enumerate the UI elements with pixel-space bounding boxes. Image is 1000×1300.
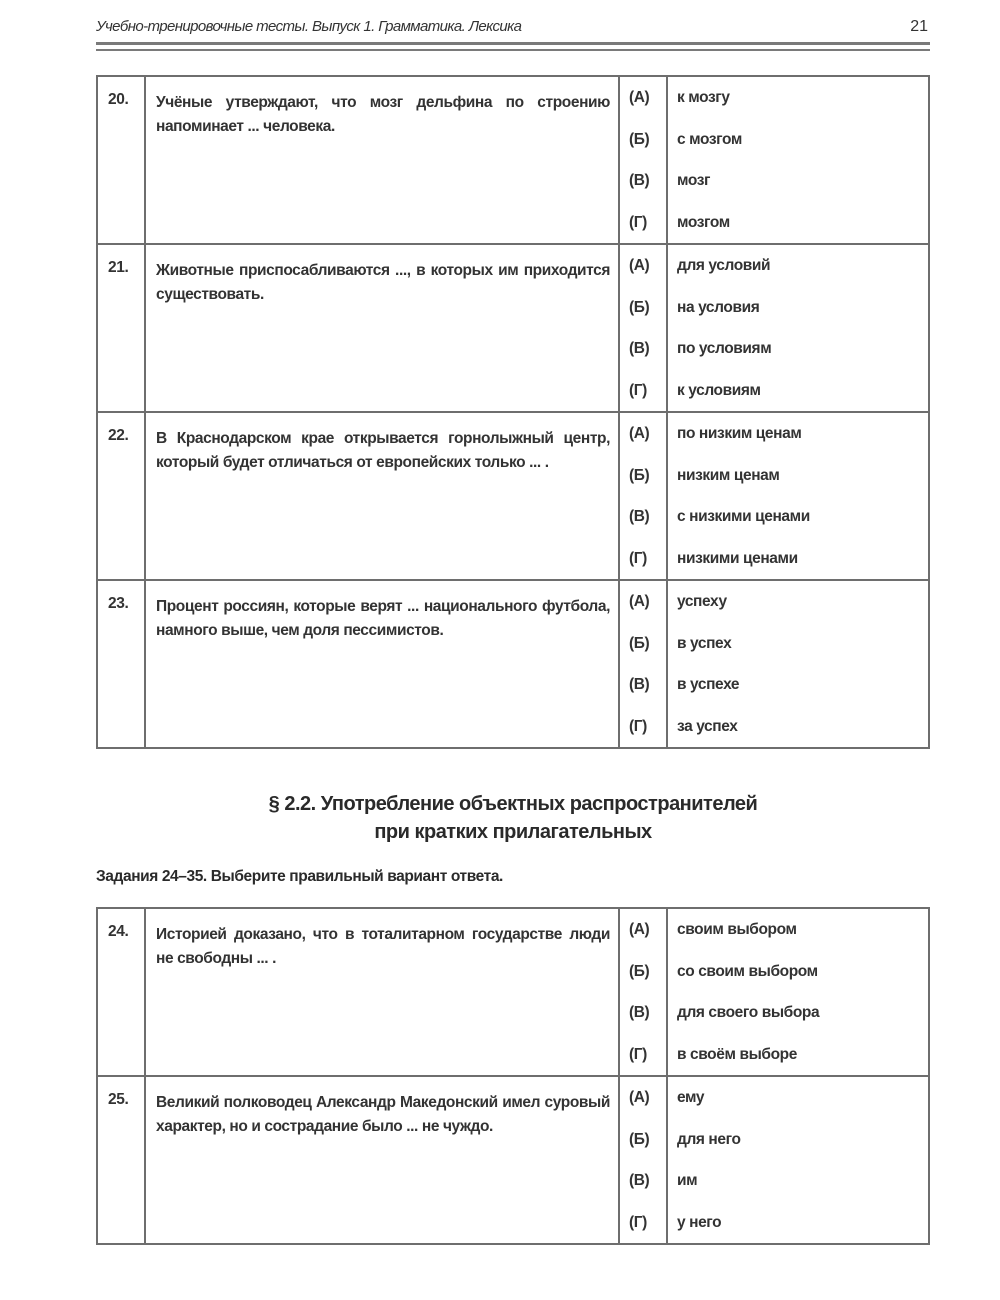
- option-letter-a: (А): [629, 1089, 650, 1106]
- section-title-line-2: при кратких прилагательных: [374, 821, 652, 843]
- question-text: Учёные утверждают, что мозг дельфина по строению напоминает ... человека.: [145, 76, 619, 244]
- question-text: Процент россиян, которые верят ... национального футбола, намного выше, чем доля пессимистов.: [145, 580, 619, 748]
- option-texts: [667, 412, 929, 580]
- option-letter-g: (Г): [629, 1213, 647, 1231]
- option-text-a: для условий: [677, 257, 771, 274]
- option-letter-b: (Б): [629, 130, 650, 148]
- option-letters: [619, 908, 667, 1076]
- option-letter-v: (В): [629, 676, 650, 693]
- question-text: Историей доказано, что в тоталитарном государстве люди не свободны ... .: [145, 908, 619, 1076]
- option-text-a: ему: [677, 1089, 705, 1106]
- option-text-a: своим выбором: [677, 921, 797, 938]
- option-letters: [619, 1076, 667, 1244]
- question-text: В Краснодарском крае открывается горнолыжный центр, который будет отличаться от европейских только ... .: [145, 412, 619, 580]
- option-letters: [619, 580, 667, 748]
- question-row-24: [97, 908, 929, 1076]
- question-number: 22.: [97, 412, 145, 580]
- option-texts: [667, 908, 929, 1076]
- question-row-23: [97, 580, 929, 748]
- section-title-line-1: § 2.2. Употребление объектных распространителей: [268, 793, 758, 815]
- option-text-b: для него: [677, 1130, 741, 1148]
- option-text-a: по низким ценам: [677, 425, 802, 442]
- question-number: 23.: [97, 580, 145, 748]
- option-text-v: по условиям: [677, 340, 772, 357]
- option-text-v: мозг: [677, 172, 711, 189]
- option-texts: [667, 244, 929, 412]
- question-row-20: [97, 76, 929, 244]
- question-row-25: [97, 1076, 929, 1244]
- option-letter-b: (Б): [629, 466, 650, 484]
- option-text-g: мозгом: [677, 213, 730, 231]
- option-text-v: в успехе: [677, 676, 740, 693]
- option-letter-b: (Б): [629, 298, 650, 316]
- task-instructions: Задания 24–35. Выберите правильный вариант ответа.: [96, 868, 503, 885]
- section-heading: [96, 790, 930, 846]
- option-letters: [619, 412, 667, 580]
- option-letter-g: (Г): [629, 549, 647, 567]
- option-letter-a: (А): [629, 921, 650, 938]
- question-text: Животные приспосабливаются ..., в которых им приходится существовать.: [145, 244, 619, 412]
- question-number: 20.: [97, 76, 145, 244]
- header-rule-top: [96, 42, 930, 45]
- option-letter-b: (Б): [629, 1130, 650, 1148]
- option-letter-a: (А): [629, 257, 650, 274]
- option-text-v: для своего выбора: [677, 1004, 820, 1021]
- question-number: 24.: [97, 908, 145, 1076]
- question-number: 21.: [97, 244, 145, 412]
- question-row-21: [97, 244, 929, 412]
- questions-table-1: [96, 75, 930, 749]
- option-text-b: низким ценам: [677, 466, 780, 484]
- option-letter-g: (Г): [629, 717, 647, 735]
- option-texts: [667, 1076, 929, 1244]
- option-letter-g: (Г): [629, 1045, 647, 1063]
- option-texts: [667, 76, 929, 244]
- option-text-b: на условия: [677, 298, 760, 316]
- option-letter-v: (В): [629, 1004, 650, 1021]
- header-title: Учебно-тренировочные тесты. Выпуск 1. Грамматика. Лексика: [96, 18, 522, 35]
- option-text-b: в успех: [677, 634, 732, 652]
- option-letters: [619, 76, 667, 244]
- question-text: Великий полководец Александр Македонский имел суровый характер, но и сострадание было ... не чуждо.: [145, 1076, 619, 1244]
- option-letter-g: (Г): [629, 213, 647, 231]
- option-letter-b: (Б): [629, 962, 650, 980]
- option-text-a: к мозгу: [677, 89, 730, 106]
- option-text-b: с мозгом: [677, 130, 742, 148]
- option-text-g: у него: [677, 1213, 722, 1231]
- option-text-g: за успех: [677, 717, 738, 735]
- option-text-g: к условиям: [677, 381, 761, 399]
- questions-table-2: [96, 907, 930, 1245]
- option-text-v: им: [677, 1172, 698, 1189]
- option-letter-b: (Б): [629, 634, 650, 652]
- option-letter-a: (А): [629, 425, 650, 442]
- option-letter-a: (А): [629, 89, 650, 106]
- option-letter-a: (А): [629, 593, 650, 610]
- option-letter-v: (В): [629, 340, 650, 357]
- question-row-22: [97, 412, 929, 580]
- option-text-g: низкими ценами: [677, 549, 798, 567]
- option-text-b: со своим выбором: [677, 962, 818, 980]
- option-letter-v: (В): [629, 172, 650, 189]
- header-rule-bottom: [96, 49, 930, 51]
- question-number: 25.: [97, 1076, 145, 1244]
- option-letter-v: (В): [629, 508, 650, 525]
- page-number: 21: [910, 18, 928, 35]
- option-text-v: с низкими ценами: [677, 508, 810, 525]
- option-letter-g: (Г): [629, 381, 647, 399]
- option-texts: [667, 580, 929, 748]
- option-letter-v: (В): [629, 1172, 650, 1189]
- running-header: [96, 16, 930, 38]
- option-text-g: в своём выборе: [677, 1045, 797, 1063]
- option-letters: [619, 244, 667, 412]
- option-text-a: успеху: [677, 593, 727, 610]
